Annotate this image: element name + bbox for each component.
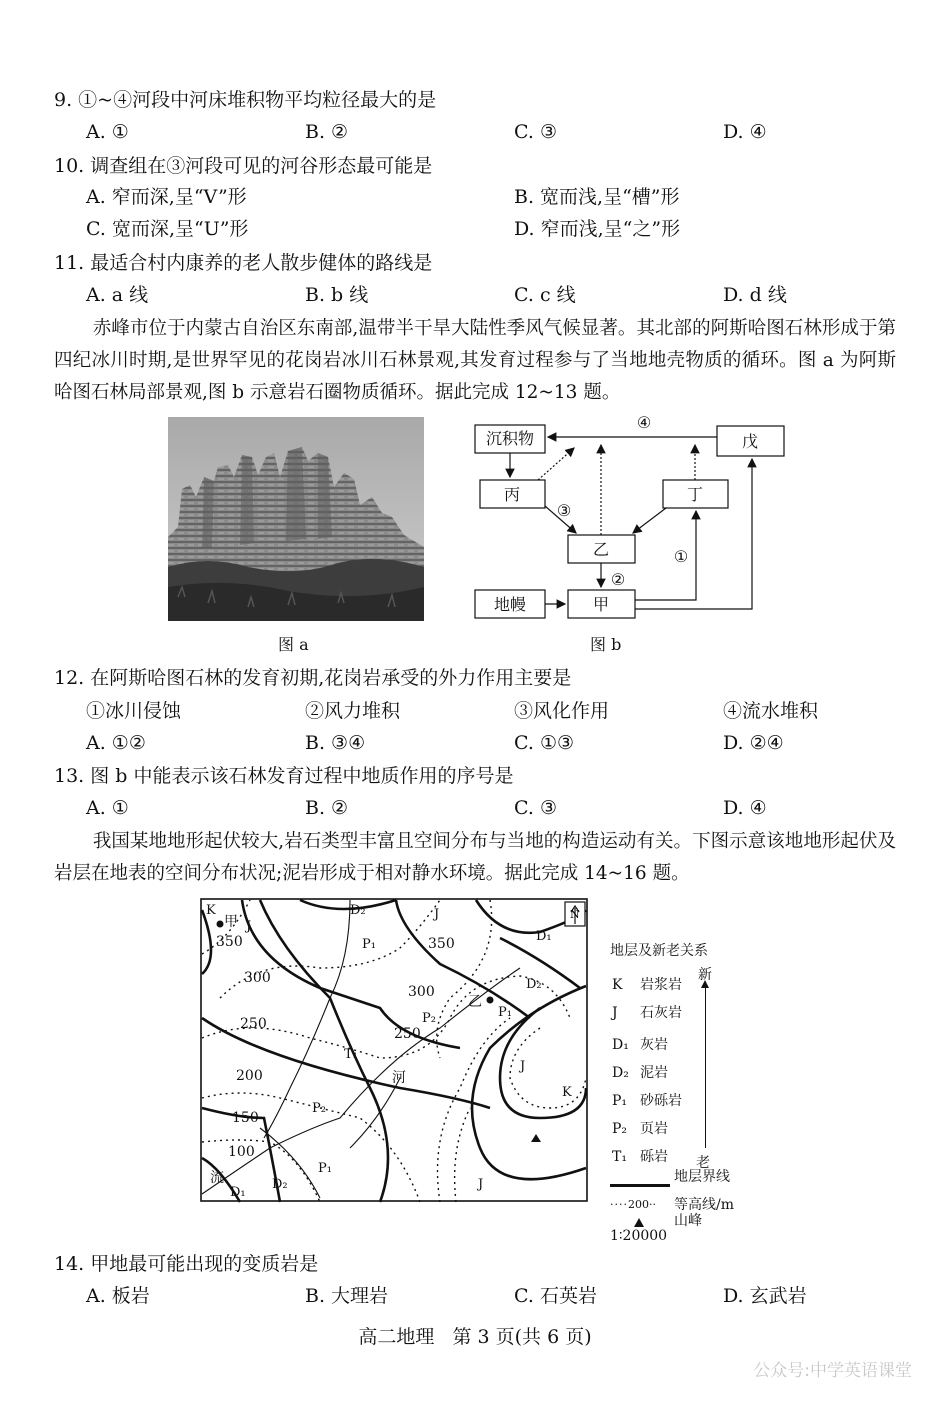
contour-200: 200 — [236, 1068, 263, 1084]
q9-option-c: C. ③ — [514, 121, 557, 143]
contour-300-right: 300 — [408, 984, 435, 1000]
north-indicator: N — [570, 908, 580, 921]
arrow-label-4: ④ — [636, 413, 652, 432]
q10-option-d: D. 窄而浅,呈“之”形 — [514, 218, 681, 240]
q14-stem: 14. 甲地最可能出现的变质岩是 — [54, 1253, 319, 1275]
contour-350-right: 350 — [428, 936, 455, 952]
contour-250-left: 250 — [240, 1016, 267, 1032]
q9-option-d: D. ④ — [723, 121, 767, 143]
q11-option-c: C. c 线 — [514, 284, 576, 306]
place-he: 河 — [392, 1070, 406, 1086]
q12-stem: 12. 在阿斯哈图石林的发育初期,花岗岩承受的外力作用主要是 — [54, 667, 572, 689]
map-legend — [610, 940, 734, 1244]
legend-row-j: J 石灰岩 — [612, 1005, 682, 1021]
stratum-j-e: J — [520, 1059, 526, 1074]
q11-option-b: B. b 线 — [305, 284, 369, 306]
stratum-p1-s: P₁ — [318, 1161, 332, 1176]
stratum-d2-ne: D₂ — [526, 977, 542, 992]
legend-row-p1: P₁ 砂砾岩 — [612, 1093, 682, 1109]
legend-peak-label: 山峰 — [674, 1213, 702, 1229]
q10-stem: 10. 调查组在③河段可见的河谷形态最可能是 — [54, 155, 433, 177]
q13-option-b: B. ② — [305, 797, 349, 819]
place-yi: 乙 — [468, 994, 482, 1010]
place-jia: 甲 — [224, 914, 238, 930]
q12-choice-1: ①冰川侵蚀 — [86, 700, 182, 722]
legend-row-t1: T₁ 砾岩 — [612, 1149, 668, 1165]
q12-choice-3: ③风化作用 — [514, 700, 610, 722]
q14-option-c: C. 石英岩 — [514, 1285, 597, 1307]
legend-old: 老 — [696, 1155, 710, 1171]
legend-new: 新 — [698, 967, 712, 983]
stratum-p2-sw: P₂ — [312, 1101, 326, 1116]
q12-option-a: A. ①② — [86, 732, 146, 754]
contour-100: 100 — [228, 1144, 255, 1160]
q12-option-c: C. ①③ — [514, 732, 575, 754]
q10-option-c: C. 宽而深,呈“U”形 — [86, 218, 249, 240]
legend-row-d2: D₂ 泥岩 — [612, 1065, 668, 1081]
stratum-d2-n: D₂ — [350, 903, 366, 918]
box-yi-label: 乙 — [592, 540, 610, 559]
q10-option-a: A. 窄而深,呈“V”形 — [86, 186, 247, 208]
legend-old-arrow — [705, 984, 706, 1148]
contour-150: 150 — [232, 1110, 259, 1126]
q12-option-d: D. ②④ — [723, 732, 784, 754]
box-bing-label: 丙 — [503, 485, 521, 504]
stratum-k-nw: K — [206, 903, 216, 918]
q9-option-a: A. ① — [86, 121, 129, 143]
point-yi-marker — [487, 997, 494, 1004]
box-wu-label: 戊 — [741, 432, 759, 451]
q13-option-c: C. ③ — [514, 797, 557, 819]
arrow-label-1: ① — [673, 547, 689, 566]
stratum-d1-ne: D₁ — [536, 929, 552, 944]
figure-a-caption: 图 a — [278, 635, 309, 654]
legend-boundary-swatch — [610, 1184, 670, 1187]
q13-option-a: A. ① — [86, 797, 129, 819]
passage-12-13: 赤峰市位于内蒙古自治区东南部,温带半干旱大陆性季风气候显著。其北部的阿斯哈图石林形成于第四纪冰川时期,是世界罕见的花岗岩冰川石林景观,其发育过程参与了当地地壳物质的循环。图 a 为阿斯哈图石林局部景观,图 b 示意岩石圈物质循环。据此完成 12~13 题。 — [54, 318, 896, 403]
q13-stem: 13. 图 b 中能表示该石林发育过程中地质作用的序号是 — [54, 765, 514, 787]
geologic-map — [200, 898, 590, 1204]
box-sediment-label: 沉积物 — [485, 429, 535, 448]
q11-stem: 11. 最适合村内康养的老人散步健体的路线是 — [54, 252, 433, 274]
arrow-label-3: ③ — [556, 501, 572, 520]
q12-choice-4: ④流水堆积 — [723, 700, 819, 722]
contour-350-left: 350 — [216, 934, 243, 950]
legend-scale: 1∶20000 — [610, 1228, 668, 1244]
legend-peak-icon — [634, 1218, 644, 1227]
legend-arrow-head-icon — [701, 980, 709, 988]
stratum-p1-n: P₁ — [362, 937, 376, 952]
q9-option-b: B. ② — [305, 121, 349, 143]
legend-row-p2: P₂ 页岩 — [612, 1121, 668, 1137]
q14-option-b: B. 大理岩 — [305, 1285, 389, 1307]
arrow-label-2: ② — [610, 570, 626, 589]
legend-row-k: K 岩浆岩 — [612, 977, 682, 993]
stratum-d1-sw: D₁ — [230, 1185, 246, 1200]
legend-contour-swatch: ····200·· — [610, 1198, 656, 1211]
q14-option-d: D. 玄武岩 — [723, 1285, 807, 1307]
watermark: 公众号:中学英语课堂 — [753, 1361, 912, 1381]
point-jia-marker — [217, 921, 224, 928]
box-jia-label: 甲 — [592, 595, 610, 614]
q14-option-a: A. 板岩 — [86, 1285, 150, 1307]
stratum-j-nw: J — [246, 919, 252, 934]
passage-14-16: 我国某地地形起伏较大,岩石类型丰富且空间分布与当地的构造运动有关。下图示意该地地形起伏及岩层在地表的空间分布状况;泥岩形成于相对静水环境。据此完成 14~16 题。 — [54, 831, 896, 884]
stratum-p2-c: P₂ — [422, 1011, 436, 1026]
stratum-d2-s: D₂ — [272, 1177, 288, 1192]
stratum-p1-e: P₁ — [498, 1005, 512, 1020]
box-ding-label: 丁 — [686, 485, 704, 504]
q9-stem: 9. ①~④河段中河床堆积物平均粒径最大的是 — [54, 89, 437, 111]
page-footer: 高二地理 第 3 页(共 6 页) — [358, 1326, 592, 1348]
box-mantle-label: 地幔 — [493, 595, 527, 614]
q12-option-b: B. ③④ — [305, 732, 366, 754]
legend-title: 地层及新老关系 — [610, 943, 708, 959]
figure-b-rock-cycle — [470, 412, 790, 624]
contour-300-left: 300 — [244, 970, 271, 986]
q13-option-d: D. ④ — [723, 797, 767, 819]
q11-option-a: A. a 线 — [86, 284, 149, 306]
figure-a-photo — [168, 417, 424, 621]
q12-choice-2: ②风力堆积 — [305, 700, 401, 722]
stratum-k-e: K — [562, 1085, 572, 1100]
legend-contour-label: 等高线/m — [674, 1197, 734, 1213]
legend-boundary-label: 地层界线 — [674, 1169, 730, 1185]
stratum-j-n: J — [434, 907, 440, 922]
q11-option-d: D. d 线 — [723, 284, 787, 306]
figure-b-caption: 图 b — [590, 635, 622, 654]
legend-row-d1: D₁ 灰岩 — [612, 1037, 668, 1053]
stratum-t1: T₁ — [344, 1047, 358, 1062]
stratum-j-s: J — [478, 1177, 484, 1192]
place-liu: 流 — [210, 1170, 224, 1186]
q10-option-b: B. 宽而浅,呈“槽”形 — [514, 186, 680, 208]
contour-250-right: 250 — [394, 1026, 421, 1042]
